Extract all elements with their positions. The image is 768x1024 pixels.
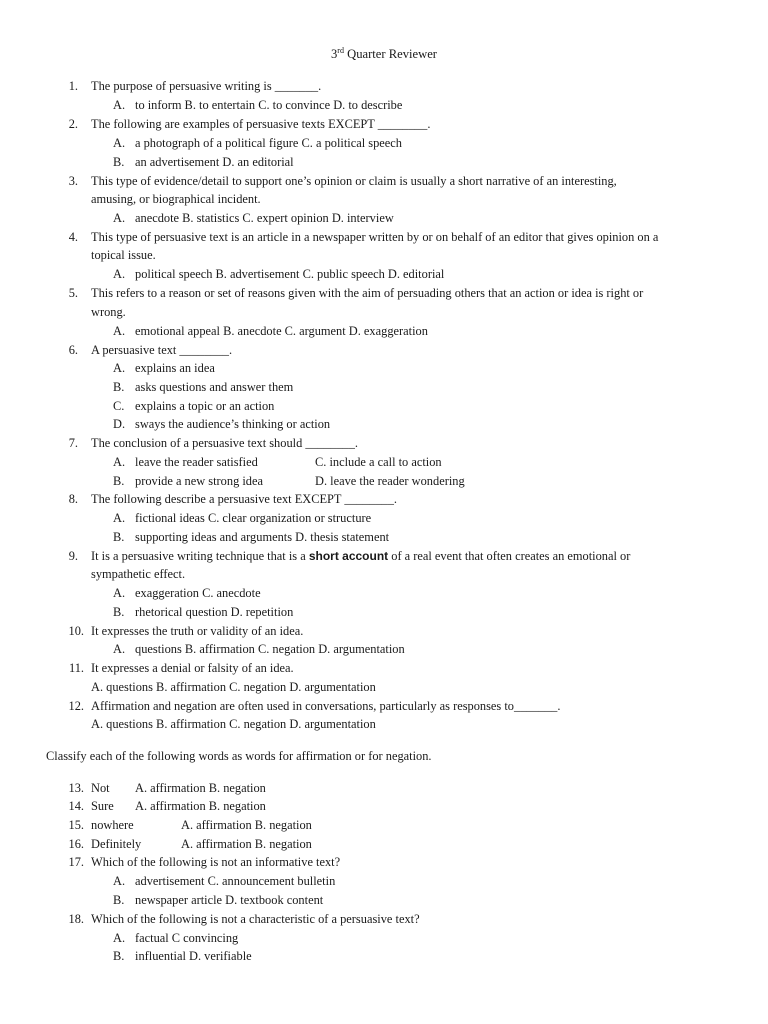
- option-letter: B.: [113, 474, 125, 488]
- option-letter: B.: [113, 605, 125, 619]
- question-number: 4.: [68, 230, 78, 244]
- bold-phrase: short account: [308, 549, 389, 563]
- option-letter: B.: [113, 530, 125, 544]
- option-text: rhetorical question D. repetition: [135, 605, 294, 619]
- option-text: A. questions B. affirmation C. negation D. argumentation: [91, 717, 376, 731]
- question-text: Which of the following is not an informative text?: [91, 855, 341, 869]
- option-letter: A.: [113, 642, 126, 656]
- option-text: to inform B. to entertain C. to convince D. to describe: [135, 98, 403, 112]
- question-text-continued: wrong.: [91, 305, 126, 319]
- option-letter: A.: [113, 211, 126, 225]
- option-text: sways the audience’s thinking or action: [135, 417, 331, 431]
- option-text: D. leave the reader wondering: [315, 474, 465, 488]
- question-number: 16.: [68, 837, 84, 851]
- option-letter: B.: [113, 155, 125, 169]
- option-text: supporting ideas and arguments D. thesis statement: [135, 530, 390, 544]
- option-letter: A.: [113, 511, 126, 525]
- option-text: A. affirmation B. negation: [135, 781, 266, 795]
- question-text: This type of persuasive text is an article in a newspaper written by or on behalf of an editor that gives opinion on a: [91, 230, 659, 244]
- question-text: Which of the following is not a characteristic of a persuasive text?: [91, 912, 420, 926]
- option-text: anecdote B. statistics C. expert opinion D. interview: [135, 211, 394, 225]
- option-text: political speech B. advertisement C. public speech D. editorial: [135, 267, 445, 281]
- option-letter: A.: [113, 586, 126, 600]
- question-number: 9.: [68, 549, 78, 563]
- question-text: Affirmation and negation are often used in conversations, particularly as responses to_______.: [91, 699, 561, 713]
- question-word: Sure: [91, 799, 114, 813]
- question-text: This type of evidence/detail to support one’s opinion or claim is usually a short narrative of an interesting,: [91, 174, 617, 188]
- option-text: fictional ideas C. clear organization or structure: [135, 511, 372, 525]
- option-text: leave the reader satisfied: [135, 455, 258, 469]
- question-number: 8.: [68, 492, 78, 506]
- question-text: It is a persuasive writing technique that is a short account of a real event that often creates an emotional or: [91, 549, 631, 563]
- question-number: 2.: [68, 117, 78, 131]
- question-text: A persuasive text ________.: [91, 343, 233, 357]
- option-text: explains a topic or an action: [135, 399, 275, 413]
- option-letter: A.: [113, 874, 126, 888]
- option-text: advertisement C. announcement bulletin: [135, 874, 336, 888]
- question-text: The conclusion of a persuasive text should ________.: [91, 436, 359, 450]
- option-text: provide a new strong idea: [135, 474, 263, 488]
- option-text: A. questions B. affirmation C. negation D. argumentation: [91, 680, 376, 694]
- option-letter: B.: [113, 893, 125, 907]
- question-number: 11.: [68, 661, 84, 675]
- option-text: influential D. verifiable: [135, 949, 252, 963]
- option-letter: A.: [113, 455, 126, 469]
- question-number: 15.: [68, 818, 84, 832]
- option-text: newspaper article D. textbook content: [135, 893, 324, 907]
- question-text-continued: amusing, or biographical incident.: [91, 192, 261, 206]
- option-text: A. affirmation B. negation: [181, 837, 312, 851]
- question-word: nowhere: [91, 818, 134, 832]
- question-text: This refers to a reason or set of reasons given with the aim of persuading others that an action or idea is right or: [91, 286, 644, 300]
- question-number: 5.: [68, 286, 78, 300]
- option-letter: A.: [113, 361, 126, 375]
- instruction-text: Classify each of the following words as words for affirmation or for negation.: [46, 749, 432, 763]
- option-letter: D.: [113, 417, 126, 431]
- option-text: A. affirmation B. negation: [135, 799, 266, 813]
- question-word: Definitely: [91, 837, 142, 851]
- question-number: 6.: [68, 343, 78, 357]
- question-text: The following are examples of persuasive texts EXCEPT ________.: [91, 117, 431, 131]
- question-number: 14.: [68, 799, 84, 813]
- option-letter: B.: [113, 380, 125, 394]
- option-text: C. include a call to action: [315, 455, 442, 469]
- option-text: exaggeration C. anecdote: [135, 586, 261, 600]
- question-number: 18.: [68, 912, 84, 926]
- question-number: 1.: [68, 79, 78, 93]
- option-text: explains an idea: [135, 361, 215, 375]
- question-number: 17.: [68, 855, 84, 869]
- question-number: 7.: [68, 436, 78, 450]
- option-letter: A.: [113, 136, 126, 150]
- question-text: The purpose of persuasive writing is _______.: [91, 79, 322, 93]
- option-letter: A.: [113, 324, 126, 338]
- question-text: It expresses the truth or validity of an idea.: [91, 624, 304, 638]
- option-letter: A.: [113, 98, 126, 112]
- question-text-continued: topical issue.: [91, 248, 156, 262]
- question-number: 10.: [68, 624, 84, 638]
- question-text: The following describe a persuasive text EXCEPT ________.: [91, 492, 398, 506]
- question-text-continued: sympathetic effect.: [91, 567, 186, 581]
- question-word: Not: [91, 781, 110, 795]
- option-text: an advertisement D. an editorial: [135, 155, 294, 169]
- question-number: 13.: [68, 781, 84, 795]
- option-text: a photograph of a political figure C. a political speech: [135, 136, 402, 150]
- option-text: A. affirmation B. negation: [181, 818, 312, 832]
- question-text: It expresses a denial or falsity of an idea.: [91, 661, 294, 675]
- option-text: emotional appeal B. anecdote C. argument D. exaggeration: [135, 324, 428, 338]
- option-letter: C.: [113, 399, 125, 413]
- option-letter: A.: [113, 931, 126, 945]
- question-number: 12.: [68, 699, 84, 713]
- option-text: factual C convincing: [135, 931, 239, 945]
- option-text: asks questions and answer them: [135, 380, 294, 394]
- option-text: questions B. affirmation C. negation D. argumentation: [135, 642, 405, 656]
- page-title: 3rd Quarter Reviewer: [331, 46, 437, 61]
- option-letter: B.: [113, 949, 125, 963]
- option-letter: A.: [113, 267, 126, 281]
- question-number: 3.: [68, 174, 78, 188]
